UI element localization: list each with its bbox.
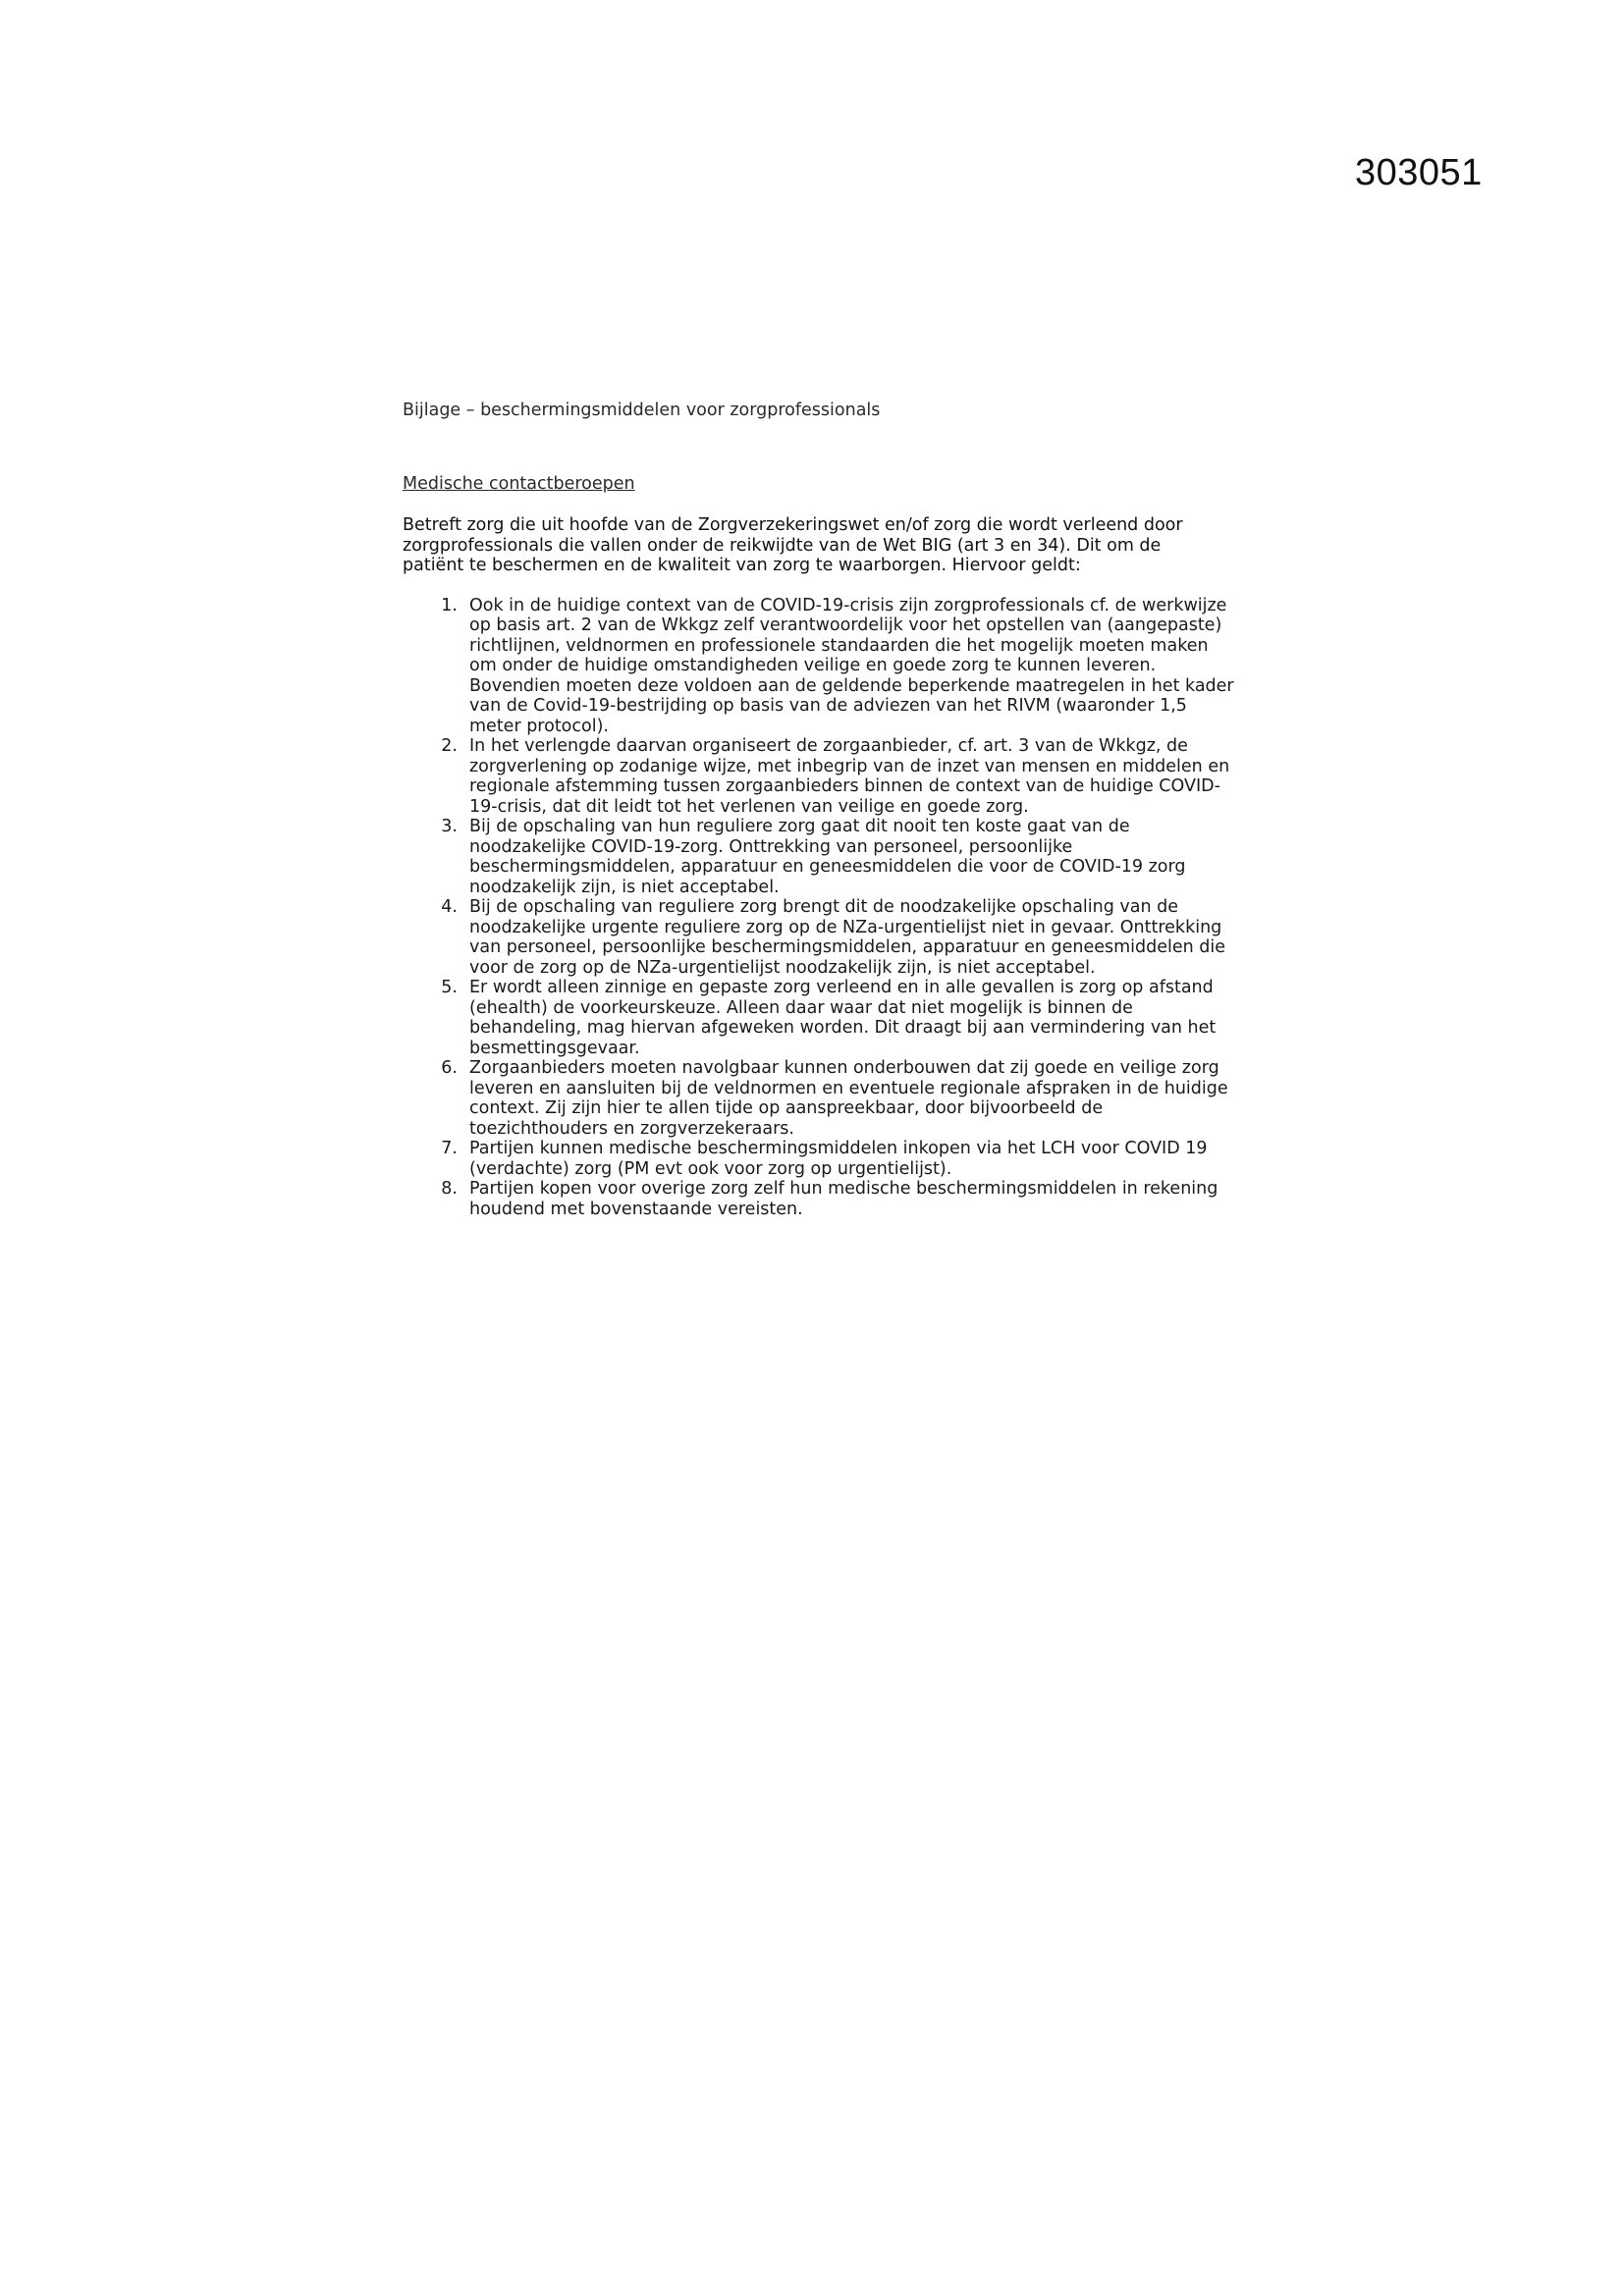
document-number: 303051 — [1355, 152, 1483, 193]
list-item-text: Partijen kunnen medische beschermingsmiddelen inkopen via het LCH voor COVID 19 (verdachte) zorg (PM evt ook voor zorg op urgentielijst). — [469, 1139, 1208, 1179]
list-item-number: 8. — [441, 1179, 458, 1199]
list-item — [403, 817, 1247, 897]
document-body — [403, 400, 1247, 1219]
list-item — [403, 978, 1247, 1058]
list-item-text: Bij de opschaling van hun reguliere zorg gaat dit nooit ten koste gaat van de noodzakelijke COVID-19-zorg. Onttrekking van personeel, persoonlijke beschermingsmiddelen, apparatuur en geneesmiddelen die voor de COVID-19 zorg noodzakelijk zijn, is niet acceptabel. — [469, 817, 1186, 897]
list-item — [403, 1139, 1247, 1179]
list-item-text: In het verlengde daarvan organiseert de zorgaanbieder, cf. art. 3 van de Wkkgz, de zorgverlening op zodanige wijze, met inbegrip van de inzet van mensen en middelen en regionale afstemming tussen zorgaanbieders binnen de context van de huidige COVID-19-crisis, dat dit leidt tot het verlenen van veilige en goede zorg. — [469, 736, 1230, 817]
list-item-number: 2. — [441, 736, 458, 756]
list-item-text: Bij de opschaling van reguliere zorg brengt dit de noodzakelijke opschaling van de noodzakelijke urgente reguliere zorg op de NZa-urgentielijst niet in gevaar. Onttrekking van personeel, persoonlijke beschermingsmiddelen, apparatuur en geneesmiddelen die voor de zorg op de NZa-urgentielijst noodzakelijk zijn, is niet acceptabel. — [469, 897, 1226, 978]
section-heading: Medische contactberoepen — [403, 473, 635, 494]
list-item — [403, 897, 1247, 978]
list-item-text: Zorgaanbieders moeten navolgbaar kunnen onderbouwen dat zij goede en veilige zorg leveren en aansluiten bij de veldnormen en eventuele regionale afspraken in de huidige context. Zij zijn hier te allen tijde op aanspreekbaar, door bijvoorbeeld de toezichthouders en zorgverzekeraars. — [469, 1058, 1228, 1139]
list-item — [403, 1058, 1247, 1139]
list-item-text: Er wordt alleen zinnige en gepaste zorg verleend en in alle gevallen is zorg op afstand (ehealth) de voorkeurskeuze. Alleen daar waar dat niet mogelijk is binnen de behandeling, mag hiervan afgeweken worden. Dit draagt bij aan vermindering van het besmettingsgevaar. — [469, 978, 1217, 1058]
list-item-number: 5. — [441, 978, 458, 997]
list-item — [403, 596, 1247, 737]
requirements-list — [403, 596, 1247, 1220]
list-item-number: 4. — [441, 897, 458, 917]
list-item-number: 7. — [441, 1139, 458, 1158]
list-item-number: 1. — [441, 595, 458, 615]
list-item-number: 6. — [441, 1058, 458, 1078]
document-title: Bijlage – beschermingsmiddelen voor zorgprofessionals — [403, 400, 881, 420]
list-item — [403, 736, 1247, 817]
list-item-text: Partijen kopen voor overige zorg zelf hun medische beschermingsmiddelen in rekening houdend met bovenstaande vereisten. — [469, 1179, 1218, 1219]
list-item-number: 3. — [441, 817, 458, 836]
intro-paragraph: Betreft zorg die uit hoofde van de Zorgverzekeringswet en/of zorg die wordt verleend door zorgprofessionals die vallen onder de reikwijdte van de Wet BIG (art 3 en 34). Dit om de patiënt te beschermen en de kwaliteit van zorg te waarborgen. Hiervoor geldt: — [403, 515, 1183, 575]
list-item — [403, 1179, 1247, 1219]
list-item-text: Ook in de huidige context van de COVID-19-crisis zijn zorgprofessionals cf. de werkwijze op basis art. 2 van de Wkkgz zelf verantwoordelijk voor het opstellen van (aangepaste) richtlijnen, veldnormen en professionele standaarden die het mogelijk moeten maken om onder de huidige omstandigheden veilige en goede zorg te kunnen leveren. Bovendien moeten deze voldoen aan de geldende beperkende maatregelen in het kader van de Covid-19-bestrijding op basis van de adviezen van het RIVM (waaronder 1,5 meter protocol). — [469, 595, 1234, 736]
